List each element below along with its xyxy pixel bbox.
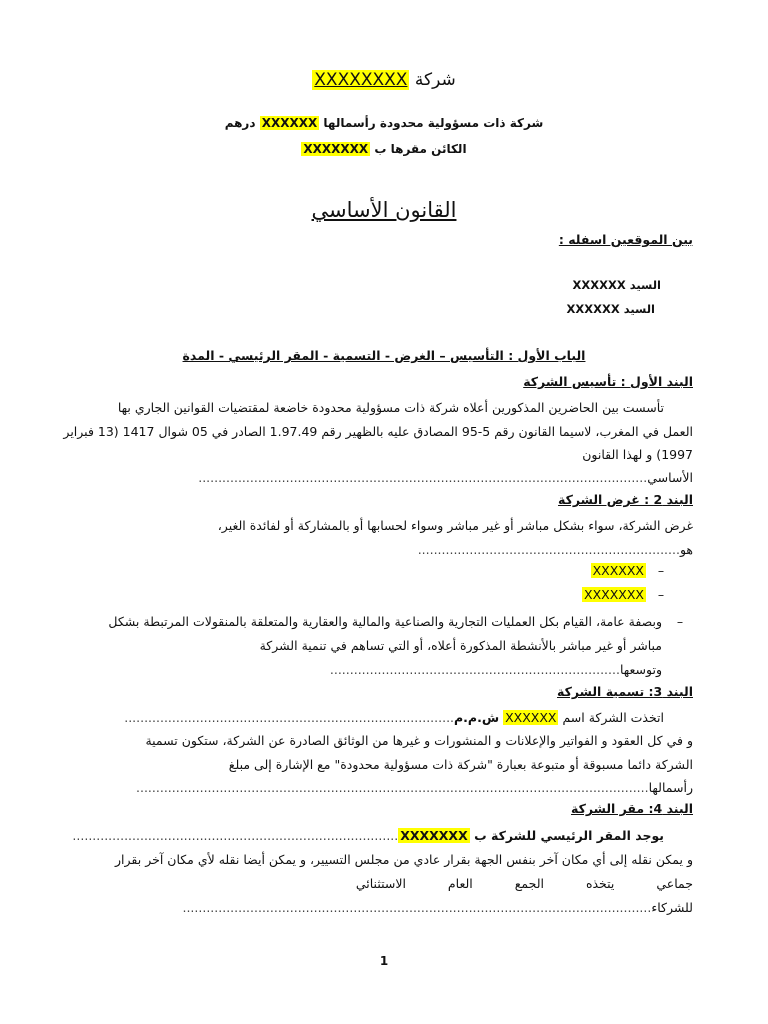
article-3-line-4 [70,776,693,799]
article-4-line-2: و يمكن نقله إلى أي مكان آخر بنفس الجهة بقرار عادي من مجلس التسيير، و يمكن أيضا نقله لأي مكان آخر بقرار [115,852,693,867]
article-1-line-3: 1997) و لهذا القانون [582,447,693,462]
article-2-heading: البند 2 : غرض الشركة [558,492,693,507]
object-item-3-line-3 [70,658,662,681]
article-4-heading: البند 4: مقر الشركة [570,801,693,816]
object-item-3-line-1 [70,610,698,633]
object-item-1 [591,563,676,578]
article-1-heading: البند الأول : تأسيس الشركة [523,374,693,389]
object-item-3-line-2: مباشر أو غير مباشر بالأنشطة المذكورة أعلاه، أو التي تساهم في تنمية الشركة [259,638,662,653]
article-2-line-2-text: هو [679,542,693,557]
article-3-line-2: و في كل العقود و الفواتير والإعلانات و المنشورات و غيرها من الوثائق الصادرة عن الشركة، ستكون تسمية [145,733,693,748]
article-2-line-2 [70,538,693,561]
main-title: القانون الأساسي [311,198,457,222]
article-3-line-1 [70,706,664,729]
article-1-line-4 [70,466,693,489]
fill-dots: .................................................................................. [72,828,399,843]
article-1-line-2: العمل في المغرب، لاسيما القانون رقم 5-95 المصادق عليه بالظهير رقم 1.97.49 الصادر في 05 شوال 1417 (13 فبراير [63,424,693,439]
object-item-2 [582,587,676,602]
article-1-line-4-text: الأساسي [647,470,693,485]
fill-dots: ................................................................................... [124,710,455,725]
article-1-line-1: تأسست بين الحاضرين المذكورين أعلاه شركة ذات مسؤولية محدودة خاضعة لمقتضيات القوانين الجاري بها [117,400,664,415]
company-capital-line [0,116,768,130]
company-name-placeholder: XXXXXXXX [314,70,408,90]
signatory-1: السيد XXXXXX [572,278,661,292]
article-4-line-4-text: للشركاء [651,900,693,915]
fill-dots: ................................................................................................................. [198,470,648,485]
object-item-3-line-3-text: وتوسعها [619,662,662,677]
fill-dots: ......................................................................... [329,662,620,677]
page-number: 1 [379,954,389,968]
capital-line-suffix: درهم [224,116,256,130]
dash-bullet: – [657,587,665,602]
company-prefix: شركة [414,70,456,90]
article-4-line-4 [70,896,693,919]
company-title [0,70,768,90]
object-item-3-line-1-text: وبصفة عامة، القيام بكل العمليات التجارية والصناعية والمالية والعقارية والمتعلقة بالمنقولات المرتبطة بشكل [108,614,662,629]
article-3-line-4-text: رأسمالها [648,780,693,795]
fill-dots: .................................................................. [417,542,680,557]
legal-form-abbrev: ش.م.م [454,710,500,725]
dash-bullet: – [657,563,665,578]
company-seat-line [0,142,768,156]
signatory-2: السيد XXXXXX [566,302,655,316]
fill-dots: ...................................................................................................................... [182,900,652,915]
fill-dots: ................................................................................................................................. [136,780,649,795]
company-name-placeholder-2: XXXXXX [505,710,557,725]
article-4-line-1 [70,824,664,847]
article-4-line-1-prefix: يوجد المقر الرئيسي للشركة ب [474,828,664,843]
capital-placeholder: XXXXXX [261,116,318,130]
article-3-line-3: الشركة دائما مسبوقة أو متبوعة بعبارة "شركة ذات مسؤولية محدودة" مع الإشارة إلى مبلغ [228,757,693,772]
object-item-1-placeholder: XXXXXX [592,563,644,578]
seat-placeholder-2: XXXXXXX [400,828,468,843]
object-item-2-placeholder: XXXXXXX [584,587,644,602]
seat-line-prefix: الكائن مقرها ب [374,142,467,156]
signatories-intro: بين الموقعين اسفله : [558,232,693,247]
article-4-line-3: جماعي يتخذه الجمع العام الاستثنائي [355,876,693,891]
capital-line-prefix: شركة ذات مسؤولية محدودة رأسمالها [323,116,544,130]
seat-placeholder: XXXXXXX [303,142,369,156]
article-2-line-1: غرض الشركة، سواء بشكل مباشر أو غير مباشر وسواء لحسابها أو بالمشاركة أو لفائدة الغير، [217,518,693,533]
article-3-line-1-prefix: اتخذت الشركة اسم [562,710,664,725]
chapter-1-title: الباب الأول : التأسيس – الغرض - التسمية - المقر الرئيسي - المدة [182,348,586,363]
article-3-heading: البند 3: تسمية الشركة [557,684,693,699]
dash-bullet: – [676,614,684,629]
